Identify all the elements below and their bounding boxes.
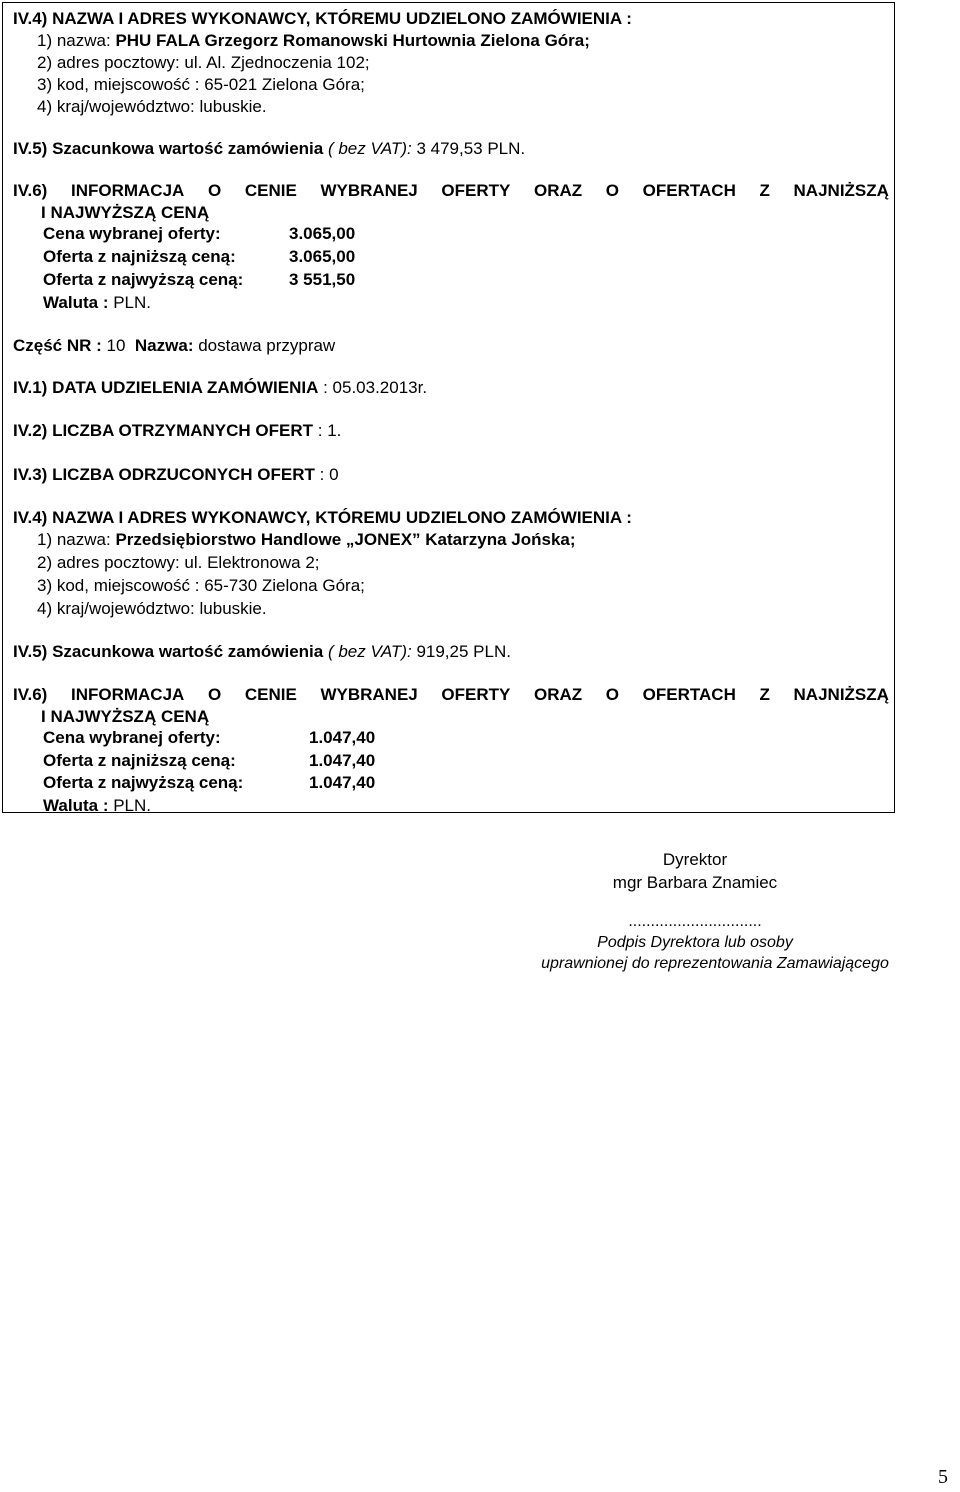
offers-received-value: : 1. [313, 421, 342, 440]
b2-section-iv4-heading: IV.4) NAZWA I ADRES WYKONAWCY, KTÓREMU UDZIELONO ZAMÓWIENIA : [13, 508, 632, 527]
content-frame [2, 2, 895, 813]
b2-currency-value: PLN. [113, 796, 151, 815]
part-label: Część NR : [13, 336, 107, 355]
signature-caption: Podpis Dyrektora lub osoby [597, 934, 793, 951]
b2-postal-line: 3) kod, miejscowość : 65-730 Zielona Góra; [37, 576, 365, 595]
b2-s6-word: IV.6) [13, 685, 48, 704]
b1-selected-price-value: 3.065,00 [289, 224, 356, 243]
b2-section-iv6-heading-cont: I NAJWYŻSZĄ CENĄ [41, 707, 210, 726]
b2-lowest-price-label: Oferta z najniższą ceną: [43, 751, 236, 770]
b2-estimated-value-line [13, 642, 511, 662]
b1-estimated-value-label: IV.5) Szacunkowa wartość zamówienia [13, 139, 324, 158]
b2-lowest-price-value: 1.047,40 [309, 751, 376, 770]
b2-estimated-value-label: IV.5) Szacunkowa wartość zamówienia [13, 642, 324, 661]
b2-s6-word: CENIE [244, 685, 297, 704]
b1-s6-word: Z [759, 181, 770, 200]
b2-currency-label: Waluta : [43, 796, 114, 815]
b2-s6-word: OFERTY [441, 685, 511, 704]
signature-title: Dyrektor [662, 850, 728, 869]
award-date-label: IV.1) DATA UDZIELENIA ZAMÓWIENIA [13, 378, 319, 397]
award-date-line [13, 378, 427, 398]
b2-highest-price-label: Oferta z najwyższą ceną: [43, 773, 244, 792]
b1-lowest-price-value: 3.065,00 [289, 247, 356, 266]
b1-name-label: 1) nazwa: [37, 31, 116, 50]
b2-s6-word: WYBRANEJ [320, 685, 418, 704]
b1-s6-word: NAJNIŻSZĄ [793, 181, 889, 200]
b1-currency-value: PLN. [113, 293, 151, 312]
offers-received-line [13, 421, 341, 441]
b2-s6-word: Z [759, 685, 770, 704]
b1-s6-word: CENIE [244, 181, 297, 200]
b2-currency-line [43, 796, 151, 816]
b1-selected-price-label: Cena wybranej oferty: [43, 224, 221, 243]
b2-s6-word: NAJNIŻSZĄ [793, 685, 889, 704]
b2-estimated-value: 919,25 PLN. [416, 642, 511, 661]
b2-contractor-name: Przedsiębiorstwo Handlowe „JONEX” Katarzyna Jońska; [115, 530, 576, 549]
part-name-label: Nazwa: [134, 336, 194, 355]
b1-estimated-value-line [13, 139, 525, 159]
b1-s6-word: ORAZ [533, 181, 583, 200]
b2-s6-word: OFERTACH [642, 685, 736, 704]
b1-s6-word: IV.6) [13, 181, 48, 200]
b1-postal-line: 3) kod, miejscowość : 65-021 Zielona Góra; [37, 75, 365, 94]
offers-received-label: IV.2) LICZBA OTRZYMANYCH OFERT [13, 421, 314, 440]
award-date-value: : 05.03.2013r. [318, 378, 428, 397]
b2-selected-price-label: Cena wybranej oferty: [43, 728, 221, 747]
b2-s6-word: INFORMACJA [70, 685, 185, 704]
offers-rejected-label: IV.3) LICZBA ODRZUCONYCH OFERT [13, 465, 315, 484]
b1-section-iv6-heading [13, 181, 889, 201]
b1-contractor-name: PHU FALA Grzegorz Romanowski Hurtownia Zielona Góra; [115, 31, 590, 50]
signature-name: mgr Barbara Znamiec [612, 873, 778, 892]
page-number: 5 [938, 1466, 948, 1488]
b1-estimated-value: 3 479,53 PLN. [416, 139, 526, 158]
b2-vat-note: ( bez VAT): [323, 642, 417, 661]
b2-s6-word: O [605, 685, 620, 704]
b2-selected-price-value: 1.047,40 [309, 728, 376, 747]
b2-s6-word: O [207, 685, 222, 704]
b1-lowest-price-label: Oferta z najniższą ceną: [43, 247, 236, 266]
b1-vat-note: ( bez VAT): [323, 139, 417, 158]
b2-s6-word: ORAZ [533, 685, 583, 704]
b1-contractor-name-line [37, 31, 590, 51]
b2-region-line: 4) kraj/województwo: lubuskie. [37, 599, 267, 618]
b1-highest-price-label: Oferta z najwyższą ceną: [43, 270, 244, 289]
b1-region-line: 4) kraj/województwo: lubuskie. [37, 97, 267, 116]
b2-contractor-name-line [37, 530, 576, 550]
signature-dots: .............................. [628, 913, 762, 930]
signature-caption-cont: uprawnionej do reprezentowania Zamawiającego [541, 955, 889, 972]
offers-rejected-line [13, 465, 339, 485]
b1-s6-word: OFERTY [441, 181, 511, 200]
b1-section-iv6-heading-cont: I NAJWYŻSZĄ CENĄ [41, 203, 210, 222]
part-line [13, 336, 335, 356]
b1-s6-word: OFERTACH [642, 181, 736, 200]
b2-address-line: 2) adres pocztowy: ul. Elektronowa 2; [37, 553, 320, 572]
offers-rejected-value: : 0 [314, 465, 339, 484]
part-name-value: dostawa przypraw [193, 336, 336, 355]
b2-name-label: 1) nazwa: [37, 530, 116, 549]
b1-currency-label: Waluta : [43, 293, 114, 312]
part-number: 10 [106, 336, 126, 355]
b1-s6-word: WYBRANEJ [320, 181, 418, 200]
b2-highest-price-value: 1.047,40 [309, 773, 376, 792]
b1-s6-word: O [605, 181, 620, 200]
b1-highest-price-value: 3 551,50 [289, 270, 356, 289]
b1-currency-line [43, 293, 151, 313]
b1-section-iv4-heading: IV.4) NAZWA I ADRES WYKONAWCY, KTÓREMU UDZIELONO ZAMÓWIENIA : [13, 9, 632, 28]
b2-section-iv6-heading [13, 685, 889, 705]
b1-s6-word: INFORMACJA [70, 181, 185, 200]
b1-address-line: 2) adres pocztowy: ul. Al. Zjednoczenia 102; [37, 53, 370, 72]
b1-s6-word: O [207, 181, 222, 200]
